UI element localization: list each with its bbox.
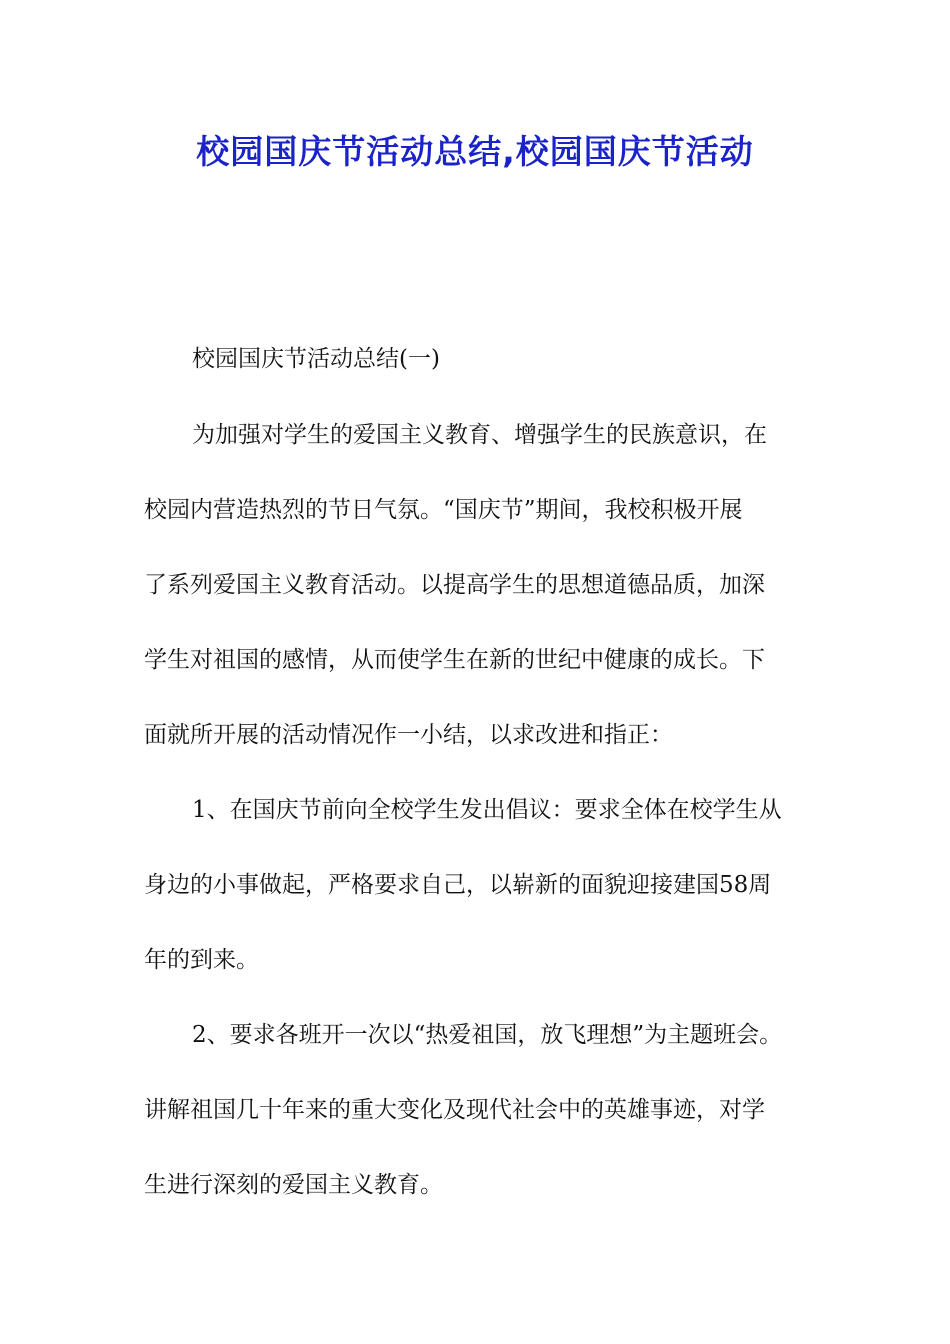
paragraph-line: 年的到来。 [144, 947, 259, 973]
paragraph-line: 校园内营造热烈的节日气氛。“国庆节”期间，我校积极开展 [144, 497, 743, 523]
document-title: 校园国庆节活动总结,校园国庆节活动 [196, 132, 754, 171]
section-heading: 校园国庆节活动总结(一) [192, 346, 440, 372]
paragraph-line: 了系列爱国主义教育活动。以提高学生的思想道德品质，加深 [144, 572, 765, 598]
paragraph-line: 身边的小事做起，严格要求自己，以崭新的面貌迎接建国58周 [144, 872, 772, 898]
paragraph-line: 为加强对学生的爱国主义教育、增强学生的民族意识，在 [192, 422, 767, 448]
paragraph-line: 讲解祖国几十年来的重大变化及现代社会中的英雄事迹，对学 [144, 1097, 765, 1123]
paragraph-line: 1、在国庆节前向全校学生发出倡议：要求全体在校学生从 [192, 797, 782, 823]
paragraph-line: 生进行深刻的爱国主义教育。 [144, 1172, 443, 1198]
paragraph-line: 学生对祖国的感情，从而使学生在新的世纪中健康的成长。下 [144, 647, 765, 673]
paragraph-line: 面就所开展的活动情况作一小结，以求改进和指正： [144, 722, 673, 748]
paragraph-line: 2、要求各班开一次以“热爱祖国，放飞理想”为主题班会。 [192, 1022, 783, 1048]
